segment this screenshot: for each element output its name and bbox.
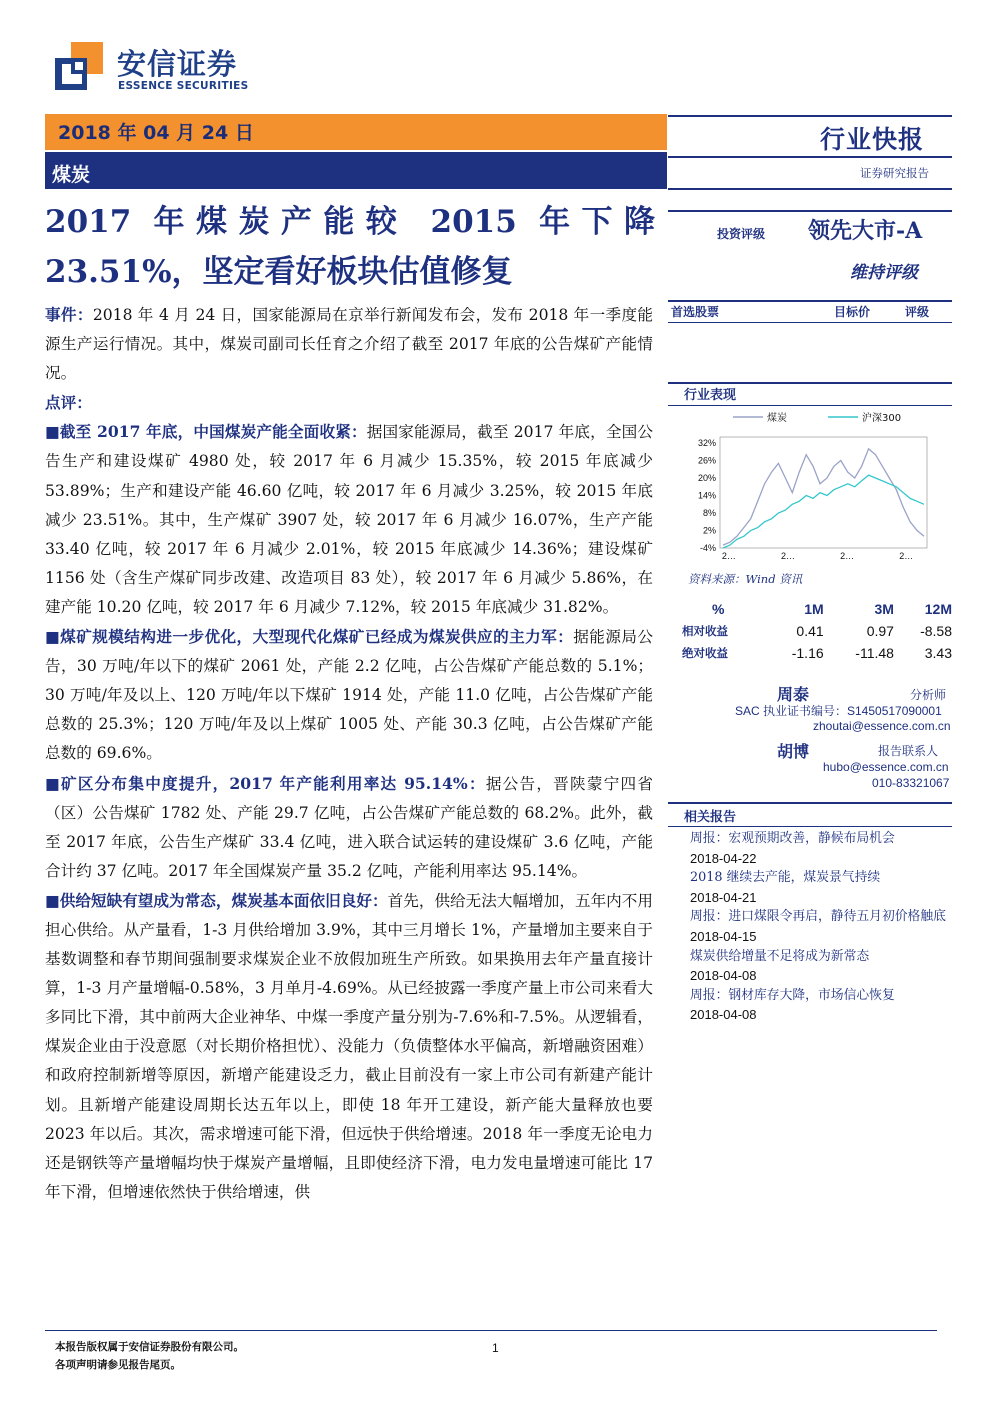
rating-value: 领先大市-A (808, 218, 923, 244)
point-2 (45, 622, 653, 768)
rating-action: 维持评级 (850, 263, 918, 283)
footer-divider (45, 1330, 937, 1331)
related-title: 相关报告 (684, 810, 737, 825)
sector-label: 煤炭 (52, 164, 91, 186)
point-3 (45, 769, 653, 886)
analyst-role: 报告联系人 (878, 744, 939, 758)
analyst-name: 周泰 (777, 685, 810, 704)
y-tick-label: 8% (702, 508, 716, 518)
y-tick-label: 2% (702, 525, 716, 536)
related-reports-list (690, 829, 950, 1025)
analyst-role: 分析师 (910, 688, 947, 702)
legend-label: 煤炭 (767, 413, 787, 424)
related-report-date: 2018-04-21 (690, 889, 757, 905)
table-cell: 0.97 (866, 623, 894, 639)
divider (668, 826, 952, 827)
performance-header-row (682, 598, 952, 620)
footer-copyright: 本报告版权属于安信证券股份有限公司。 (55, 1341, 244, 1353)
series-line (723, 449, 924, 545)
divider (668, 300, 952, 302)
plot-frame (720, 437, 927, 548)
event-text: 2018 年 4 月 24 日，国家能源局在京举行新闻发布会，发布 2018 年一季度能源生产运行情况。其中，煤炭司副司长任育之介绍了截至 2017 年底的公告煤矿产能情况。 (45, 306, 653, 383)
divider (668, 156, 952, 158)
table-cell: -8.58 (920, 623, 952, 639)
report-title: 2017 年煤炭产能较 2015 年下降 23.51%，坚定看好板块估值修复 (45, 204, 655, 290)
divider (668, 322, 952, 323)
list-item[interactable] (690, 947, 950, 986)
table-cell: -11.48 (855, 645, 894, 661)
point-4-text: 首先，供给无法大幅增加，五年内不用担心供给。从产量看，1-3 月供给增加 3.9%，其中三月增长 1%，产量增加主要来自于基数调整和春节期间强制要求煤炭企业不放假加班生产所致。如果换用去年产量直接计算，1-3 月产量增幅-0.58%，3 月单月-4.69%。从已经披露一季度产量上市公司来看大多同比下滑，其中前两大企业神华、中煤一季度产量分别为-7.6%和-7.5%。从逻辑看，煤炭企业由于没意愿（对长期价格担忧）、没能力（负债整体水平偏高，新增融资困难）和政府控制新增等原因，新增产能建设乏力，截止目前没有一家上市公司有新建产能计划。且新增产能建设周期长达五年以上，即使 18 年开工建设，新产能大量释放也要 2023 年以后。其次，需求增速可能下滑，但远快于供给增速。2018 年一季度无论电力还是钢铁等产量增幅均快于煤炭产量增幅，且即使经济下滑，电力发电量增速可能比 17 年下滑，但增速依然快于供给增速，供 (45, 891, 653, 1201)
related-report-title[interactable]: 周报：宏观预期改善，静候布局机会 (690, 831, 895, 846)
industry-performance-chart (675, 405, 952, 565)
picks-header-stock: 首选股票 (671, 305, 720, 319)
page-number: 1 (492, 1341, 499, 1355)
picks-header-rating: 评级 (905, 305, 930, 319)
x-tick-label: 2… (840, 551, 855, 561)
list-item[interactable] (690, 986, 950, 1025)
y-tick-label: 32% (697, 438, 716, 448)
list-item[interactable] (690, 829, 950, 868)
logo-mark-icon (55, 42, 103, 90)
performance-header: 3M (874, 601, 894, 617)
brand-name-cn: 安信证券 (117, 47, 238, 81)
point-4 (45, 886, 653, 1207)
report-type: 行业快报 (820, 125, 925, 154)
analyst-email[interactable]: hubo@essence.com.cn (823, 760, 949, 774)
table-cell: -1.16 (791, 645, 824, 661)
divider (668, 115, 952, 117)
point-1-text: 据国家能源局，截至 2017 年底，全国公告生产和建设煤矿 4980 处，较 2017 年 6 月减少 15.35%，较 2015 年底减少 53.89%；生产和建设产能 46.60 亿吨，较 2017 年 6 月减少 3.25%，较 2015 年底减少 23.51%。其中，生产煤矿 3907 处，较 2017 年 6 月减少 16.07%，生产产能 33.40 亿吨，较 2017 年 6 月减少 2.01%，较 2015 年底减少 14.36%；建设煤矿 1156 处（含生产煤矿同步改建、改造项目 83 处），较 2017 年 6 月减少 5.86%，在建产能 10.20 亿吨，较 2017 年 6 月减少 7.12%，较 2015 年底减少 31.82%。 (45, 423, 653, 616)
divider (668, 802, 952, 804)
related-report-date: 2018-04-15 (690, 928, 757, 944)
point-2-heading: ■煤矿规模结构进一步优化，大型现代化煤矿已经成为煤炭供应的主力军： (45, 627, 574, 647)
analyst-name: 胡博 (777, 742, 810, 761)
y-tick-label: 26% (697, 455, 716, 466)
performance-header: 12M (924, 601, 952, 617)
row-label: 绝对收益 (682, 646, 728, 660)
report-date: 2018 年 04 月 24 日 (58, 122, 254, 144)
related-report-title[interactable]: 2018 继续去产能，煤炭景气持续 (690, 870, 881, 886)
related-report-date: 2018-04-08 (690, 968, 757, 984)
y-tick-label: 20% (697, 473, 716, 483)
table-cell: 0.41 (796, 623, 824, 639)
rating-label: 投资评级 (717, 227, 766, 241)
y-tick-label: 14% (697, 490, 716, 501)
point-2-text: 据能源局公告，30 万吨/年以下的煤矿 2061 处，产能 2.2 亿吨，占公告煤矿产能总数的 5.1%；30 万吨/年及以上、120 万吨/年以下煤矿 1914 处，产能 11.0 亿吨，占公告煤矿产能总数的 25.3%；120 万吨/年及以上煤矿 1005 处、产能 30.3 亿吨，占公告煤矿产能总数的 69.6%。 (45, 628, 653, 763)
report-subtitle: 证券研究报告 (860, 166, 929, 180)
legend-label: 沪深300 (862, 413, 902, 424)
performance-header: % (712, 601, 725, 617)
point-4-heading: ■供给短缺有望成为常态，煤炭基本面依旧良好： (45, 890, 388, 910)
chart-source: 资料来源：Wind 资讯 (688, 572, 803, 586)
related-report-title[interactable]: 周报：钢材库存大降，市场信心恢复 (690, 987, 895, 1003)
sector-bar (45, 152, 667, 189)
divider (668, 188, 952, 190)
report-body (45, 300, 653, 1207)
analyst-cert: SAC 执业证书编号：S1450517090001 (735, 704, 942, 718)
footer-disclaimer: 各项声明请参见报告尾页。 (55, 1359, 181, 1371)
picks-header-target: 目标价 (834, 305, 871, 319)
related-report-date: 2018-04-08 (690, 1007, 757, 1023)
performance-table (682, 598, 952, 664)
table-row (682, 642, 952, 664)
x-tick-label: 2… (899, 551, 914, 561)
point-1 (45, 417, 653, 622)
point-3-heading: ■矿区分布集中度提升，2017 年产能利用率达 95.14%： (45, 773, 486, 793)
company-logo (55, 38, 255, 98)
y-tick-label: -4% (699, 543, 716, 553)
related-report-title[interactable]: 周报：进口煤限令再启，静待五月初价格触底 (690, 909, 946, 925)
analyst-phone: 010-83321067 (872, 776, 950, 790)
brand-name-en: ESSENCE SECURITIES (118, 80, 249, 92)
performance-header: 1M (804, 601, 824, 617)
row-label: 相对收益 (682, 624, 728, 638)
table-row (682, 620, 952, 642)
related-report-date: 2018-04-22 (690, 850, 757, 866)
comment-label: 点评： (45, 393, 92, 413)
list-item[interactable] (690, 868, 950, 907)
related-report-title[interactable]: 煤炭供给增量不足将成为新常态 (690, 948, 870, 964)
table-cell: 3.43 (924, 645, 952, 661)
point-1-heading: ■截至 2017 年底，中国煤炭产能全面收紧： (45, 422, 367, 442)
event-paragraph (45, 300, 653, 388)
x-tick-label: 2… (721, 551, 736, 561)
analyst-email[interactable]: zhoutai@essence.com.cn (813, 719, 951, 733)
list-item[interactable] (690, 907, 950, 946)
divider (668, 210, 952, 212)
chart-section-title: 行业表现 (684, 388, 737, 403)
point-3-text: 据公告，晋陕蒙宁四省（区）公告煤矿 1782 处、产能 29.7 亿吨，占公告煤矿产能总数的 68.2%。此外，截至 2017 年底，公告生产煤矿 33.4 亿吨，进入联合试运转的建设煤矿 3.6 亿吨，产能合计约 37 亿吨。2017 年全国煤炭产量 35.2 亿吨，产能利用率达 95.14%。 (45, 774, 653, 880)
x-tick-label: 2… (781, 551, 796, 561)
event-label: 事件： (45, 305, 93, 324)
